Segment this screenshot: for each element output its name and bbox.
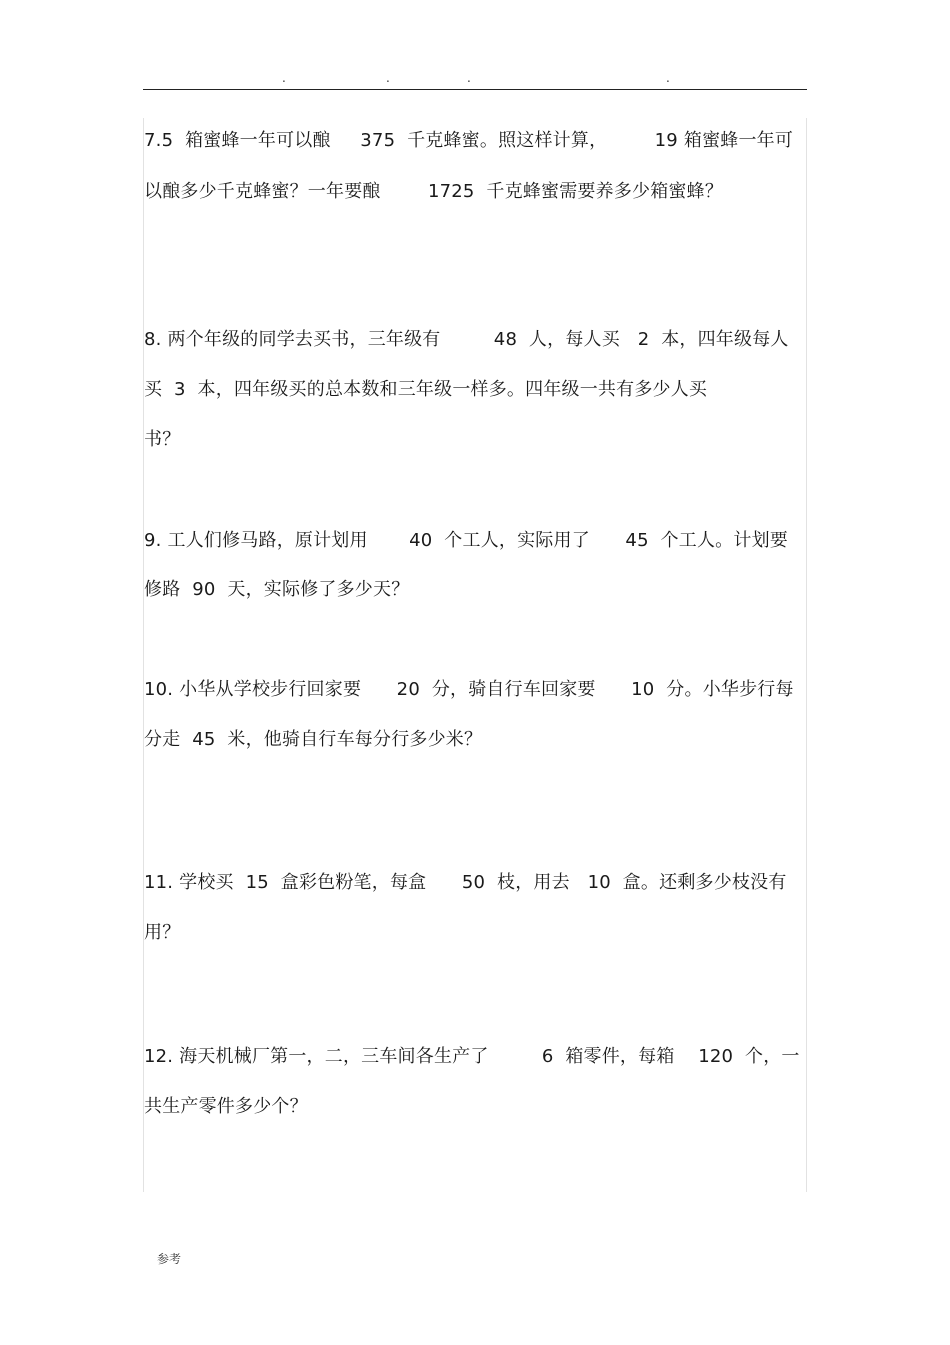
problem-text-line: 分走 45 米，他骑自行车每分行多少米？: [144, 729, 483, 750]
header-dot: .: [282, 71, 286, 85]
problem-text-line: 买 3 本，四年级买的总本数和三年级一样多。四年级一共有多少人买: [144, 379, 708, 400]
problem-text-line: 10. 小华从学校步行回家要 20 分，骑自行车回家要 10 分。小华步行每: [144, 679, 794, 700]
header-dot: .: [386, 71, 390, 85]
footer-label: 参考: [157, 1252, 182, 1266]
problem-text-line: 共生产零件多少个？: [144, 1096, 308, 1117]
problem-text-line: 用？: [144, 922, 181, 943]
problem-text-line: 7.5 箱蜜蜂一年可以酿 375 千克蜂蜜。照这样计算， 19 箱蜜蜂一年可: [144, 130, 794, 151]
problem-text-line: 9. 工人们修马路，原计划用 40 个工人，实际用了 45 个工人。计划要: [144, 530, 788, 551]
header-divider: [143, 89, 807, 90]
content-frame-left-border: [143, 118, 144, 1192]
problem-text-line: 12. 海天机械厂第一，二，三车间各生产了 6 箱零件，每箱 120 个，一: [144, 1046, 800, 1067]
header-dot: .: [467, 71, 471, 85]
content-frame-right-border: [806, 118, 807, 1192]
problem-text-line: 11. 学校买 15 盒彩色粉笔，每盒 50 枝，用去 10 盒。还剩多少枝没有: [144, 872, 787, 893]
problem-text-line: 书？: [144, 429, 181, 450]
problem-text-line: 8. 两个年级的同学去买书，三年级有 48 人，每人买 2 本，四年级每人: [144, 329, 789, 350]
problem-text-line: 修路 90 天，实际修了多少天？: [144, 579, 410, 600]
page-header-dots: [0, 70, 950, 86]
header-dot: .: [666, 71, 670, 85]
problem-text-line: 以酿多少千克蜂蜜？一年要酿 1725 千克蜂蜜需要养多少箱蜜蜂？: [144, 181, 724, 202]
